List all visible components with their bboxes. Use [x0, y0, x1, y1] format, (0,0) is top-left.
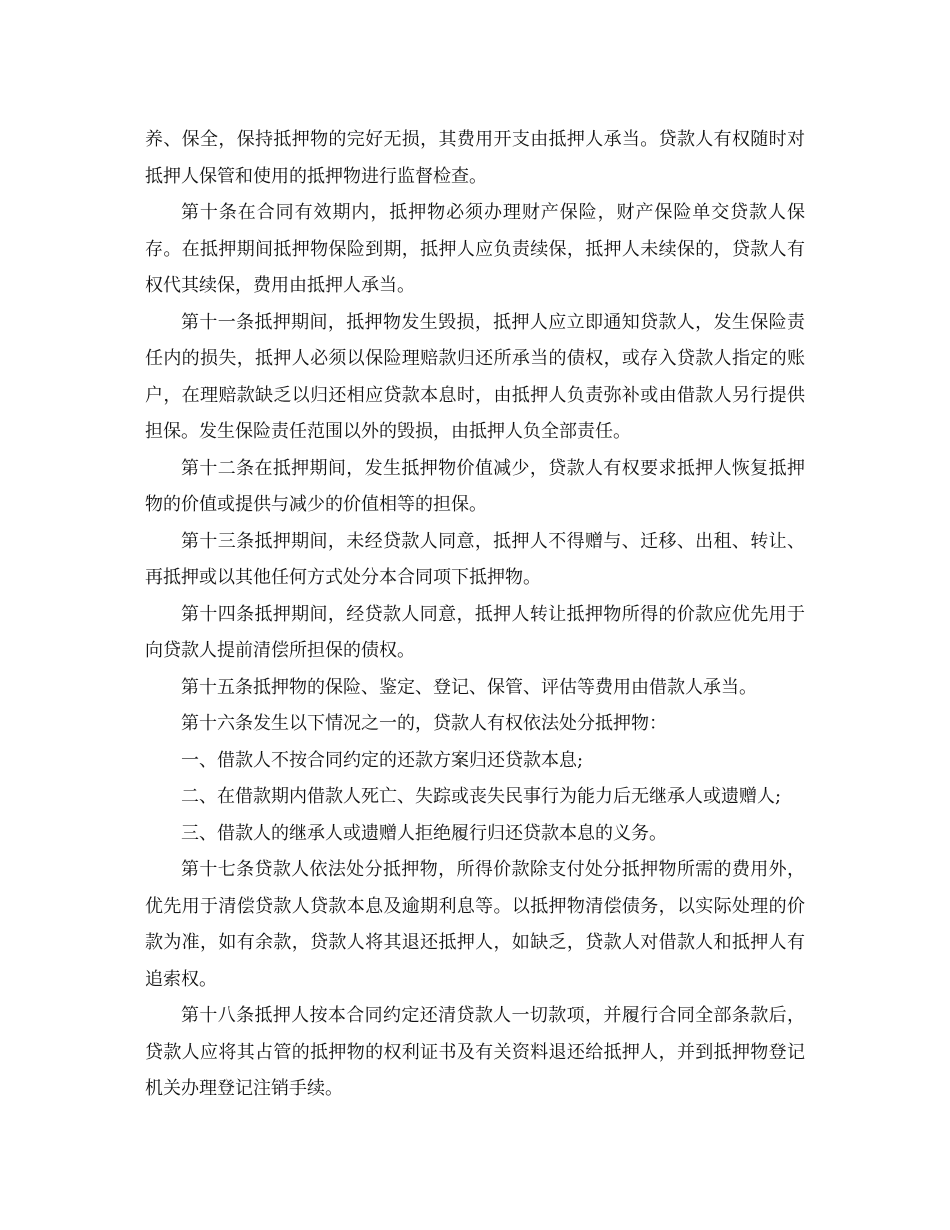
- article-16-item-3: 三、借款人的继承人或遗赠人拒绝履行归还贷款本息的义务。: [181, 822, 667, 844]
- document-body: [145, 122, 805, 1108]
- article-15-paragraph: 第十五条抵押物的保险、鉴定、登记、保管、评估等费用由借款人承当。: [181, 676, 757, 698]
- article-16-item-1: 一、借款人不按合同约定的还款方案归还贷款本息;: [181, 749, 584, 771]
- article-14-paragraph: 第十四条抵押期间，经贷款人同意，抵押人转让抵押物所得的价款应优先用于向贷款人提前清偿所担保的债权。: [145, 603, 805, 661]
- article-16-paragraph: 第十六条发生以下情况之一的，贷款人有权依法处分抵押物：: [181, 713, 667, 734]
- article-17-paragraph: 第十七条贷款人依法处分抵押物，所得价款除支付处分抵押物所需的费用外，优先用于清偿贷款人贷款本息及逾期利息等。以抵押物清偿债务，以实际处理的价款为准，如有余款，贷款人将其退还抵押人，如缺乏，贷款人对借款人和抵押人有追索权。: [145, 859, 805, 990]
- article-16-item-2: 二、在借款期内借款人死亡、失踪或丧失民事行为能力后无继承人或遗赠人;: [181, 786, 782, 807]
- paragraph-continuation: 养、保全，保持抵押物的完好无损，其费用开支由抵押人承当。贷款人有权随时对抵押人保管和使用的抵押物进行监督检查。: [145, 129, 805, 187]
- article-18-paragraph: 第十八条抵押人按本合同约定还清贷款人一切款项，并履行合同全部条款后，贷款人应将其占管的抵押物的权利证书及有关资料退还给抵押人，并到抵押物登记机关办理登记注销手续。: [145, 1005, 805, 1099]
- article-10-paragraph: 第十条在合同有效期内，抵押物必须办理财产保险，财产保险单交贷款人保存。在抵押期间抵押物保险到期，抵押人应负责续保，抵押人未续保的，贷款人有权代其续保，费用由抵押人承当。: [145, 202, 805, 296]
- article-12-paragraph: 第十二条在抵押期间，发生抵押物价值减少，贷款人有权要求抵押人恢复抵押物的价值或提供与减少的价值相等的担保。: [145, 457, 805, 515]
- article-11-paragraph: 第十一条抵押期间，抵押物发生毁损，抵押人应立即通知贷款人，发生保险责任内的损失，抵押人必须以保险理赔款归还所承当的债权，或存入贷款人指定的账户，在理赔款缺乏以归还相应贷款本息时，由抵押人负责弥补或由借款人另行提供担保。发生保险责任范围以外的毁损，由抵押人负全部责任。: [145, 311, 805, 442]
- article-13-paragraph: 第十三条抵押期间，未经贷款人同意，抵押人不得赠与、迁移、出租、转让、再抵押或以其他任何方式处分本合同项下抵押物。: [145, 530, 805, 588]
